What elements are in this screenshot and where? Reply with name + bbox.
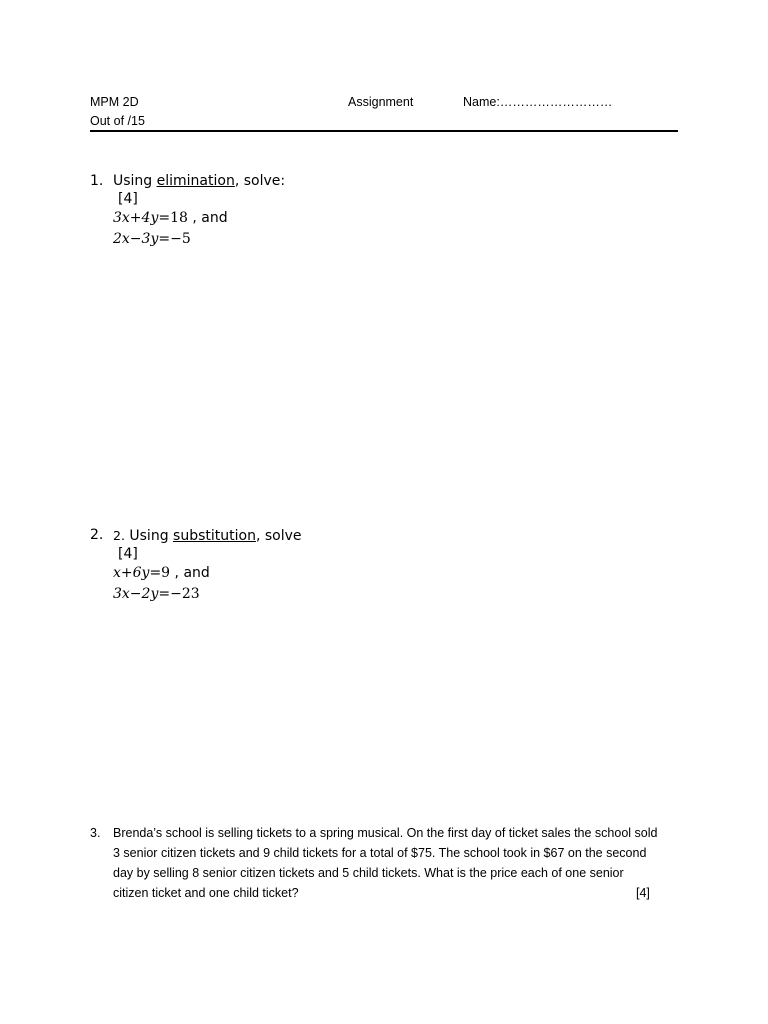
question-2-method: substitution — [173, 528, 256, 544]
question-1-number: 1. — [90, 173, 104, 189]
equation-rhs: =−23 — [158, 586, 200, 602]
question-1-equation-2 — [113, 231, 191, 247]
total-marks: Out of /15 — [90, 114, 145, 128]
question-1-method: elimination — [156, 173, 235, 189]
equation-rhs: =18 — [158, 210, 188, 226]
document-type: Assignment — [348, 95, 414, 109]
equation-lhs: 3x−2y — [113, 586, 159, 602]
header-divider — [90, 130, 678, 132]
equation-lhs: x+6y — [113, 565, 150, 581]
equation-lhs: 3x+4y — [113, 210, 159, 226]
equation-lhs: 2x−3y — [113, 231, 159, 247]
question-2-suffix: , solve — [255, 528, 302, 544]
question-1-equation-1 — [113, 210, 228, 226]
question-3-number: 3. — [90, 826, 101, 840]
equation-rhs: =9 — [149, 565, 171, 581]
equation-joiner: , and — [170, 565, 210, 581]
question-1-prefix: Using — [113, 173, 157, 189]
question-1-suffix: , solve: — [234, 173, 286, 189]
question-1-prompt — [113, 172, 285, 191]
question-2-marks: [4] — [118, 546, 138, 562]
question-2-equation-2 — [113, 586, 200, 602]
question-2-inner-number: 2. — [113, 528, 125, 543]
equation-joiner: , and — [187, 210, 228, 226]
equation-rhs: =−5 — [158, 231, 191, 247]
question-2-prefix: Using — [124, 528, 174, 544]
question-1-marks: [4] — [118, 191, 138, 207]
question-2-prompt — [113, 526, 302, 546]
course-code: MPM 2D — [90, 95, 139, 109]
question-3-text: Brenda’s school is selling tickets to a spring musical. On the first day of ticket sales the school sold 3 senior citizen tickets and 9 child tickets for a total of $75. The school took in $67 on the second day by selling 8 senior citizen tickets and 5 child tickets. What is the price each of one senior citizen ticket and one child ticket? — [113, 826, 658, 900]
question-2-number: 2. — [90, 527, 104, 543]
question-2-equation-1 — [113, 565, 210, 581]
name-field: Name:……………………… — [463, 95, 613, 109]
question-3-marks: [4] — [636, 886, 650, 900]
